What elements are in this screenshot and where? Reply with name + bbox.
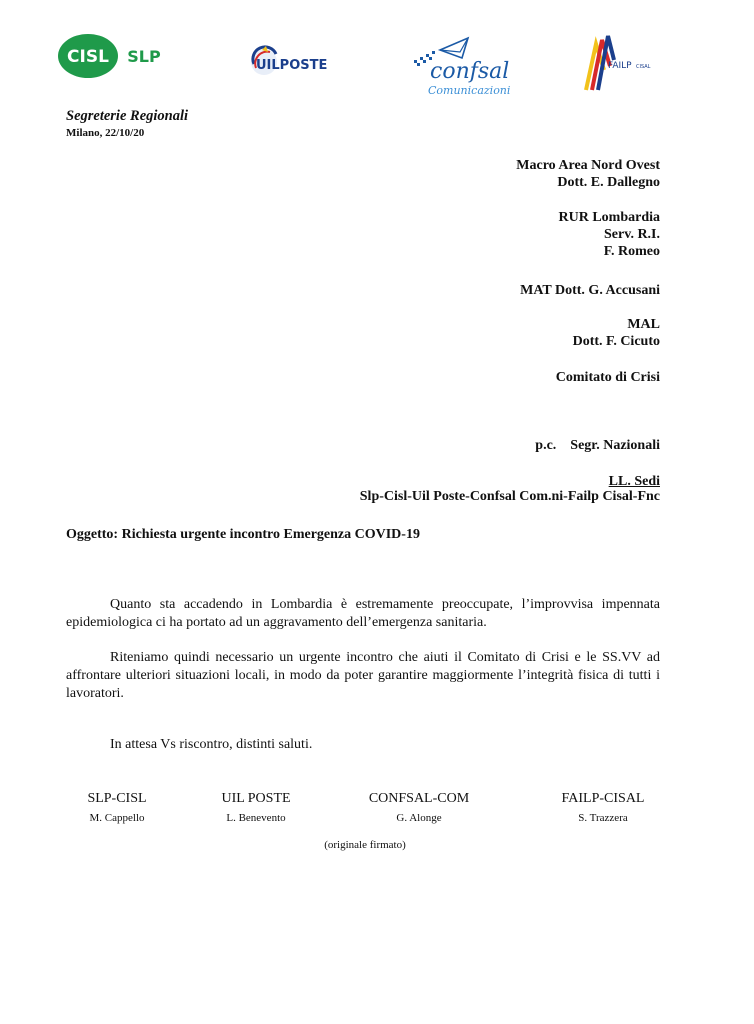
body-paragraph-2 xyxy=(66,649,660,703)
recipient-macro-area xyxy=(516,157,660,191)
recipient-line: MAL xyxy=(627,317,660,332)
recipient-line: Macro Area Nord Ovest xyxy=(516,158,660,173)
signature-slp-cisl xyxy=(37,790,197,826)
signature-uil-poste xyxy=(176,790,336,826)
uil-poste-logo xyxy=(248,44,340,80)
recipient-mat xyxy=(520,282,660,299)
signature-org: CONFSAL-COM xyxy=(368,791,470,806)
failp-logo-text: FAILP xyxy=(608,61,632,71)
body-paragraph-1 xyxy=(66,596,660,632)
paragraph-text: Riteniamo quindi necessario un urgente incontro che aiuti il Comitato di Crisi e le SS.VV ad affrontare ulteriori situazioni locali, in modo da poter garantire maggiormente l’integrità fisica di tutti i lavoratori. xyxy=(66,650,660,701)
recipient-line: Comitato di Crisi xyxy=(555,370,660,385)
slp-logo-text: SLP xyxy=(127,47,161,66)
recipient-line: MAT Dott. G. Accusani xyxy=(520,283,660,298)
signature-name: L. Benevento xyxy=(226,812,286,824)
recipient-line: Dott. F. Cicuto xyxy=(572,334,660,349)
signed-note: (originale firmato) xyxy=(324,839,406,851)
recipient-line: Dott. E. Dallegno xyxy=(557,175,660,190)
recipient-line: RUR Lombardia xyxy=(558,210,660,225)
recipient-line: Slp-Cisl-Uil Poste-Confsal Com.ni-Failp Cisal-Fnc xyxy=(359,489,660,504)
header-date: Milano, 22/10/20 xyxy=(66,127,145,139)
paragraph-text: Quanto sta accadendo in Lombardia è estremamente preoccupate, l’improvvisa impennata epidemiologica ci ha portato ad un aggravamento dell’emergenza sanitaria. xyxy=(66,597,660,630)
signature-failp-cisal xyxy=(523,790,683,826)
recipient-rur xyxy=(558,209,660,260)
signature-org: FAILP-CISAL xyxy=(561,791,645,806)
comunicazioni-logo-text: Comunicazioni xyxy=(428,84,510,97)
recipient-line: F. Romeo xyxy=(603,244,660,259)
signature-org: SLP-CISL xyxy=(87,791,147,806)
recipient-line: LL. Sedi xyxy=(608,474,660,489)
recipient-line: p.c. Segr. Nazionali xyxy=(535,438,660,453)
recipient-comitato xyxy=(556,369,660,386)
failp-cisal-logo xyxy=(578,30,658,98)
signature-confsal-com xyxy=(339,790,499,826)
cisl-slp-logo xyxy=(58,32,170,80)
uilposte-logo-text: UILPOSTE xyxy=(256,58,328,73)
confsal-logo-text: confsal xyxy=(430,59,510,84)
signature-name: G. Alonge xyxy=(396,812,442,824)
recipient-line: Serv. R.I. xyxy=(604,227,660,242)
signature-name: S. Trazzera xyxy=(578,812,628,824)
body-paragraph-3 xyxy=(66,736,660,754)
paragraph-text: In attesa Vs riscontro, distinti saluti. xyxy=(110,737,313,752)
cisal-logo-text: CISAL xyxy=(636,64,651,70)
cisl-logo-text: CISL xyxy=(67,47,109,67)
confsal-logo xyxy=(410,30,510,98)
signature-org: UIL POSTE xyxy=(221,791,291,806)
recipient-sedi xyxy=(609,473,660,490)
recipient-cc xyxy=(360,403,660,522)
header-title: Segreterie Regionali xyxy=(66,108,189,124)
recipient-mal xyxy=(573,316,660,350)
signature-name: M. Cappello xyxy=(89,812,145,824)
subject-line: Oggetto: Richiesta urgente incontro Emergenza COVID-19 xyxy=(66,527,420,542)
